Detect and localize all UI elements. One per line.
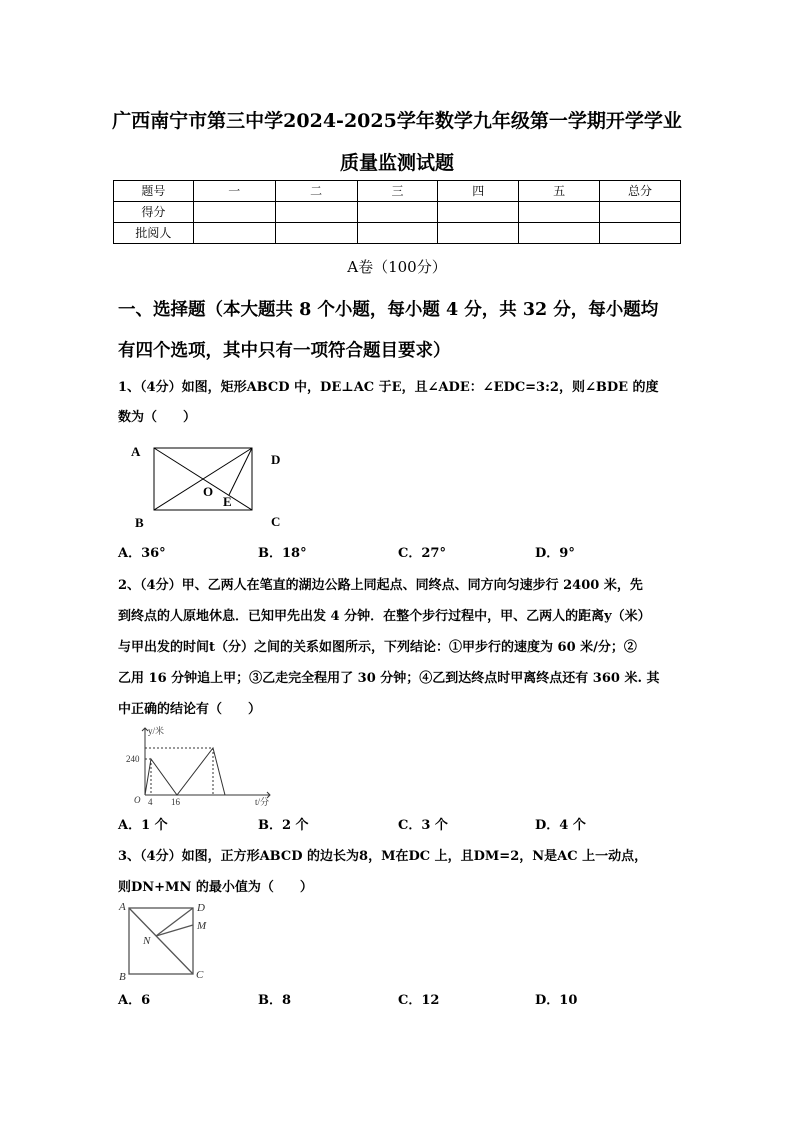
q2-option-d[interactable]: D．4 个 xyxy=(535,818,586,833)
q2-option-a[interactable]: A．1 个 xyxy=(118,818,168,833)
y-tick-240: 240 xyxy=(126,754,140,764)
label-b: B xyxy=(135,515,144,530)
question-2-line-1: 2、（4分）甲、乙两人在笔直的湖边公路上同起点、同终点、同方向匀速步行 2400 米，先 xyxy=(118,578,643,593)
q3-option-c[interactable]: C．12 xyxy=(398,993,440,1008)
q1-option-d[interactable]: D．9° xyxy=(535,546,575,561)
table-cell: 题号 xyxy=(114,181,194,202)
table-cell xyxy=(275,223,357,244)
title-line-1: 广西南宁市第三中学2024-2025学年数学九年级第一学期开学学业 xyxy=(112,110,682,132)
table-cell xyxy=(275,202,357,223)
q1-option-c[interactable]: C．27° xyxy=(398,546,446,561)
x-tick-16: 16 xyxy=(171,797,180,807)
score-table xyxy=(113,180,681,244)
question-1-line-2: 数为（ ） xyxy=(118,410,197,425)
table-cell: 得分 xyxy=(114,202,194,223)
table-cell xyxy=(519,223,600,244)
question-3-line-2: 则DN+MN 的最小值为（ ） xyxy=(118,880,313,895)
label-e: E xyxy=(223,494,232,509)
table-cell xyxy=(193,223,275,244)
table-cell: 三 xyxy=(357,181,438,202)
table-cell: 二 xyxy=(275,181,357,202)
square-figure xyxy=(115,898,225,983)
q1-option-a[interactable]: A．36° xyxy=(118,546,166,561)
table-cell: 批阅人 xyxy=(114,223,194,244)
x-tick-4: 4 xyxy=(148,797,153,807)
table-cell xyxy=(438,223,519,244)
label-d: D xyxy=(197,902,205,914)
table-cell xyxy=(600,202,681,223)
label-c: C xyxy=(271,514,281,529)
question-2-line-2: 到终点的人原地休息．已知甲先出发 4 分钟．在整个步行过程中，甲、乙两人的距离y（米） xyxy=(118,609,651,624)
label-o: O xyxy=(203,484,214,499)
question-2-line-5: 中正确的结论有（ ） xyxy=(118,702,262,717)
table-row xyxy=(114,202,681,223)
question-3-line-1: 3、（4分）如图，正方形ABCD 的边长为8，M在DC 上，且DM=2，N是AC 上一动点， xyxy=(118,849,648,864)
question-2-line-3: 与甲出发的时间t（分）之间的关系如图所示，下列结论：①甲步行的速度为 60 米/分；② xyxy=(118,640,637,655)
table-cell xyxy=(357,223,438,244)
table-header-row xyxy=(114,181,681,202)
table-cell: 四 xyxy=(438,181,519,202)
table-row xyxy=(114,223,681,244)
question-2-line-4: 乙用 16 分钟追上甲；③乙走完全程用了 30 分钟；④乙到达终点时甲离终点还有 360 米. 其 xyxy=(118,671,660,686)
q2-option-b[interactable]: B．2 个 xyxy=(258,818,309,833)
title-line-2: 质量监测试题 xyxy=(339,152,454,174)
q3-option-a[interactable]: A．6 xyxy=(118,993,151,1008)
table-cell xyxy=(519,202,600,223)
table-cell xyxy=(193,202,275,223)
label-c: C xyxy=(196,969,204,981)
label-m: M xyxy=(197,920,207,932)
q3-option-b[interactable]: B．8 xyxy=(258,993,292,1008)
origin-label: O xyxy=(134,795,141,805)
q2-option-c[interactable]: C．3 个 xyxy=(398,818,448,833)
table-cell xyxy=(438,202,519,223)
question-1-line-1: 1、（4分）如图，矩形ABCD 中，DE⊥AC 于E，且∠ADE：∠EDC=3:2，则∠BDE 的度 xyxy=(118,380,659,395)
table-cell: 总分 xyxy=(600,181,681,202)
section-heading-line-1: 一、选择题（本大题共 8 个小题，每小题 4 分，共 32 分，每小题均 xyxy=(118,300,659,320)
q3-option-d[interactable]: D．10 xyxy=(535,993,578,1008)
label-b: B xyxy=(119,971,126,983)
distance-time-graph xyxy=(115,725,275,810)
label-a: A xyxy=(131,444,141,459)
x-axis-label: t/分 xyxy=(255,797,270,807)
rectangle-figure xyxy=(125,440,295,535)
volume-label: A卷（100分） xyxy=(347,258,447,276)
label-n: N xyxy=(143,935,151,947)
table-cell xyxy=(600,223,681,244)
y-axis-label: y/米 xyxy=(148,726,165,736)
q1-option-b[interactable]: B．18° xyxy=(258,546,307,561)
table-cell: 五 xyxy=(519,181,600,202)
table-cell: 一 xyxy=(193,181,275,202)
label-a: A xyxy=(119,901,126,913)
table-cell xyxy=(357,202,438,223)
label-d: D xyxy=(271,452,281,467)
section-heading-line-2: 有四个选项，其中只有一项符合题目要求） xyxy=(118,341,451,361)
